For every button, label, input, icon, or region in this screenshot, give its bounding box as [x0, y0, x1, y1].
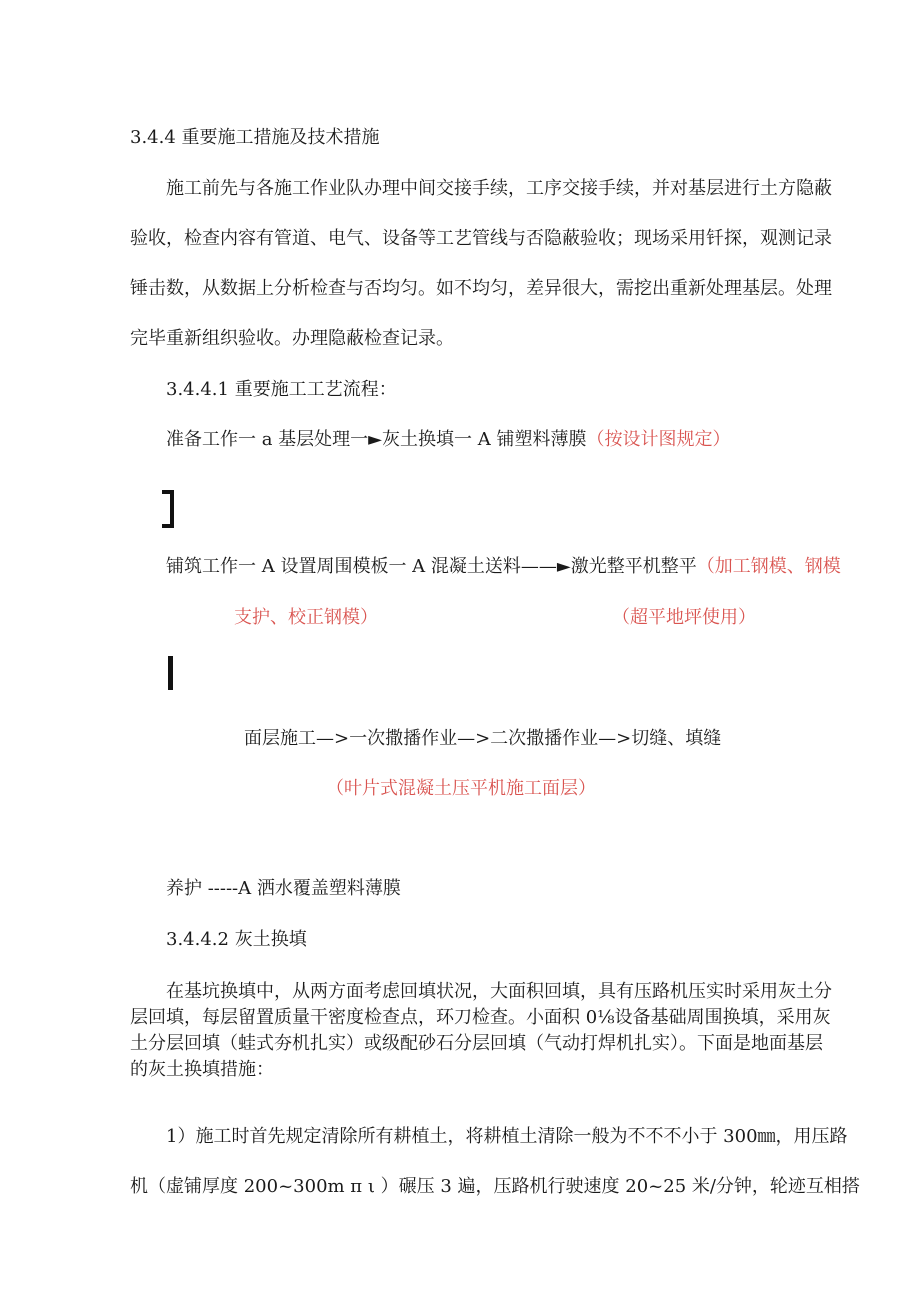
paragraph-line: 施工前先与各施工作业队办理中间交接手续，工序交接手续，并对基层进行土方隐蔽 [166, 178, 832, 199]
flow-row-2 [166, 555, 841, 579]
flow-row-2-note-right: （超平地坪使用） [612, 607, 756, 628]
paragraph-line: 层回填，每层留置质量干密度检查点，环刀检查。小面积 0⅛设备基础周围换填，采用灰 [130, 1007, 831, 1028]
paragraph-line: 土分层回填（蛙式夯机扎实）或级配砂石分层回填（气动打焊机扎实）。下面是地面基层 [130, 1033, 823, 1054]
paragraph-line: 完毕重新组织验收。办理隐蔽检查记录。 [130, 328, 454, 349]
paragraph-line: 验收，检查内容有管道、电气、设备等工艺管线与否隐蔽验收；现场采用钎探，观测记录 [130, 228, 832, 249]
subheading-process-flow: 3.4.4.1 重要施工工艺流程： [166, 379, 397, 400]
flow-row-3: 面层施工—>一次撒播作业—>二次撒播作业—>切缝、填缝 [244, 728, 722, 749]
flow-divider-bar [168, 656, 173, 690]
section-heading: 3.4.4 重要施工措施及技术措施 [130, 127, 380, 148]
flow-row-4: 养护 -----A 洒水覆盖塑料薄膜 [166, 878, 401, 899]
paragraph-line: 在基坑换填中，从两方面考虑回填状况，大面积回填，具有压路机压实时采用灰土分 [166, 981, 832, 1002]
flow-row-2-steps: 铺筑工作一 A 设置周围模板一 A 混凝土送料——►激光整平机整平 [166, 556, 697, 577]
flow-row-3-note: （叶片式混凝土压平机施工面层） [326, 778, 596, 799]
paragraph-line: 机（虚铺厚度 200~300m π ι ）碾压 3 遍，压路机行驶速度 20~25 米/分钟，轮迹互相搭 [130, 1176, 860, 1197]
paragraph-line: 锤击数，从数据上分析检查与否均匀。如不均匀，差异很大，需挖出重新处理基层。处理 [130, 278, 832, 299]
paragraph-line: 1）施工时首先规定清除所有耕植土，将耕植土清除一般为不不不小于 300㎜，用压路 [166, 1126, 848, 1147]
flow-row-1-note: （按设计图规定） [586, 429, 731, 450]
flow-row-2-note-left: 支护、校正钢模） [234, 607, 378, 628]
flow-row-1 [166, 428, 730, 452]
flow-row-2-note: （加工钢模、钢模 [696, 556, 841, 577]
subheading-lime-soil: 3.4.4.2 灰土换填 [166, 929, 307, 950]
paragraph-line: 的灰土换填措施： [130, 1059, 274, 1080]
flow-row-1-steps: 准备工作一 a 基层处理一►灰土换填一 A 铺塑料薄膜 [166, 429, 587, 450]
